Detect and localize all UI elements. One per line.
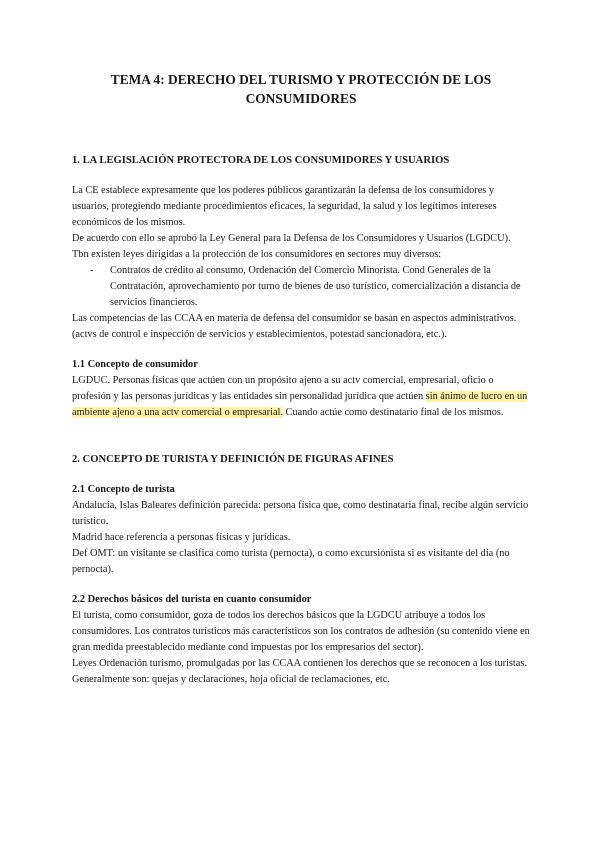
consumidor-text-start: LGDUC. Personas físicas que actúen con un propósito ajeno a su actv comercial, empresarial, oficio o profesión y las personas jurídicas y las entidades sin personalidad jurídica que actúen	[72, 375, 494, 402]
consumidor-text-end: Cuando actúe como destinatario final de los mismos.	[282, 407, 504, 418]
paragraph-leyes-ordenacion: Leyes Ordenación turismo, promulgadas por las CCAA contienen los derechos que se reconocen a los turistas. Generalmente son: quejas y declaraciones, hoja oficial de reclamaciones, etc.	[72, 658, 527, 685]
document-page	[72, 70, 530, 702]
list-item: - Contratos de crédito al consumo, Ordenación del Comercio Minorista. Cond Generales de la Contratación, aprovechamiento por turno de bienes de uso turístico, comercialización a distancia de servicios financieros.	[110, 263, 530, 311]
paragraph-omt: Def OMT: un visitante se clasifica como turista (pernocta), o como excursionista si es visitante del día (no pernocta).	[72, 548, 510, 575]
subsection-1-1	[72, 357, 530, 421]
subsection-2-1-heading: 2.1 Concepto de turista	[72, 484, 175, 495]
subsection-2-2-heading: 2.2 Derechos básicos del turista en cuanto consumidor	[72, 594, 312, 605]
paragraph-lgdcu: De acuerdo con ello se aprobó la Ley General para la Defensa de los Consumidores y Usuarios (LGDCU).	[72, 233, 511, 244]
section-2-heading: 2. CONCEPTO DE TURISTA Y DEFINICIÓN DE FIGURAS AFINES	[72, 454, 394, 465]
subsection-2-1	[72, 482, 530, 578]
section-1-body	[72, 183, 530, 343]
paragraph-competencias: Las competencias de las CCAA en materia de defensa del consumidor se basan en aspectos administrativos. (actvs de control e inspección de servicios y establecimientos, potestad sancionadora, etc.).	[72, 313, 517, 340]
sector-laws-list	[72, 263, 530, 311]
section-2	[72, 452, 530, 688]
paragraph-leyes: Tbn existen leyes dirigidas a la protección de los consumidores en sectores muy diversos:	[72, 249, 442, 260]
section-1-heading: 1. LA LEGISLACIÓN PROTECTORA DE LOS CONSUMIDORES Y USUARIOS	[72, 155, 450, 166]
document-title: TEMA 4: DERECHO DEL TURISMO Y PROTECCIÓN DE LOS CONSUMIDORES	[110, 72, 492, 106]
highlighted-text: sin ánimo de lucro en un ambiente ajeno a una actv comercial o empresarial.	[72, 391, 528, 418]
paragraph-madrid: Madrid hace referencia a personas físicas y jurídicas.	[72, 532, 291, 543]
paragraph-consumidor	[72, 373, 530, 421]
paragraph-derechos: El turista, como consumidor, goza de todos los derechos básicos que la LGDCU atribuye a todos los consumidores. Los contratos turísticos más característicos son los contratos de adhesión (su contenido viene en gran medida preestablecido mediante cond impuestas por los empresarios del sector).	[72, 610, 530, 653]
paragraph-ce: La CE establece expresamente que los poderes públicos garantizarán la defensa de los consumidores y usuarios, protegiendo mediante procedimientos eficaces, la seguridad, la salud y los legítimos intereses económicos de los mismos.	[72, 185, 497, 228]
subsection-2-2	[72, 592, 530, 688]
subsection-1-1-heading: 1.1 Concepto de consumidor	[72, 359, 198, 370]
paragraph-andalucia: Andalucía, Islas Baleares definición parecida: persona física que, como destinataria final, recibe algún servicio turístico.	[72, 500, 529, 527]
section-1	[72, 153, 530, 421]
